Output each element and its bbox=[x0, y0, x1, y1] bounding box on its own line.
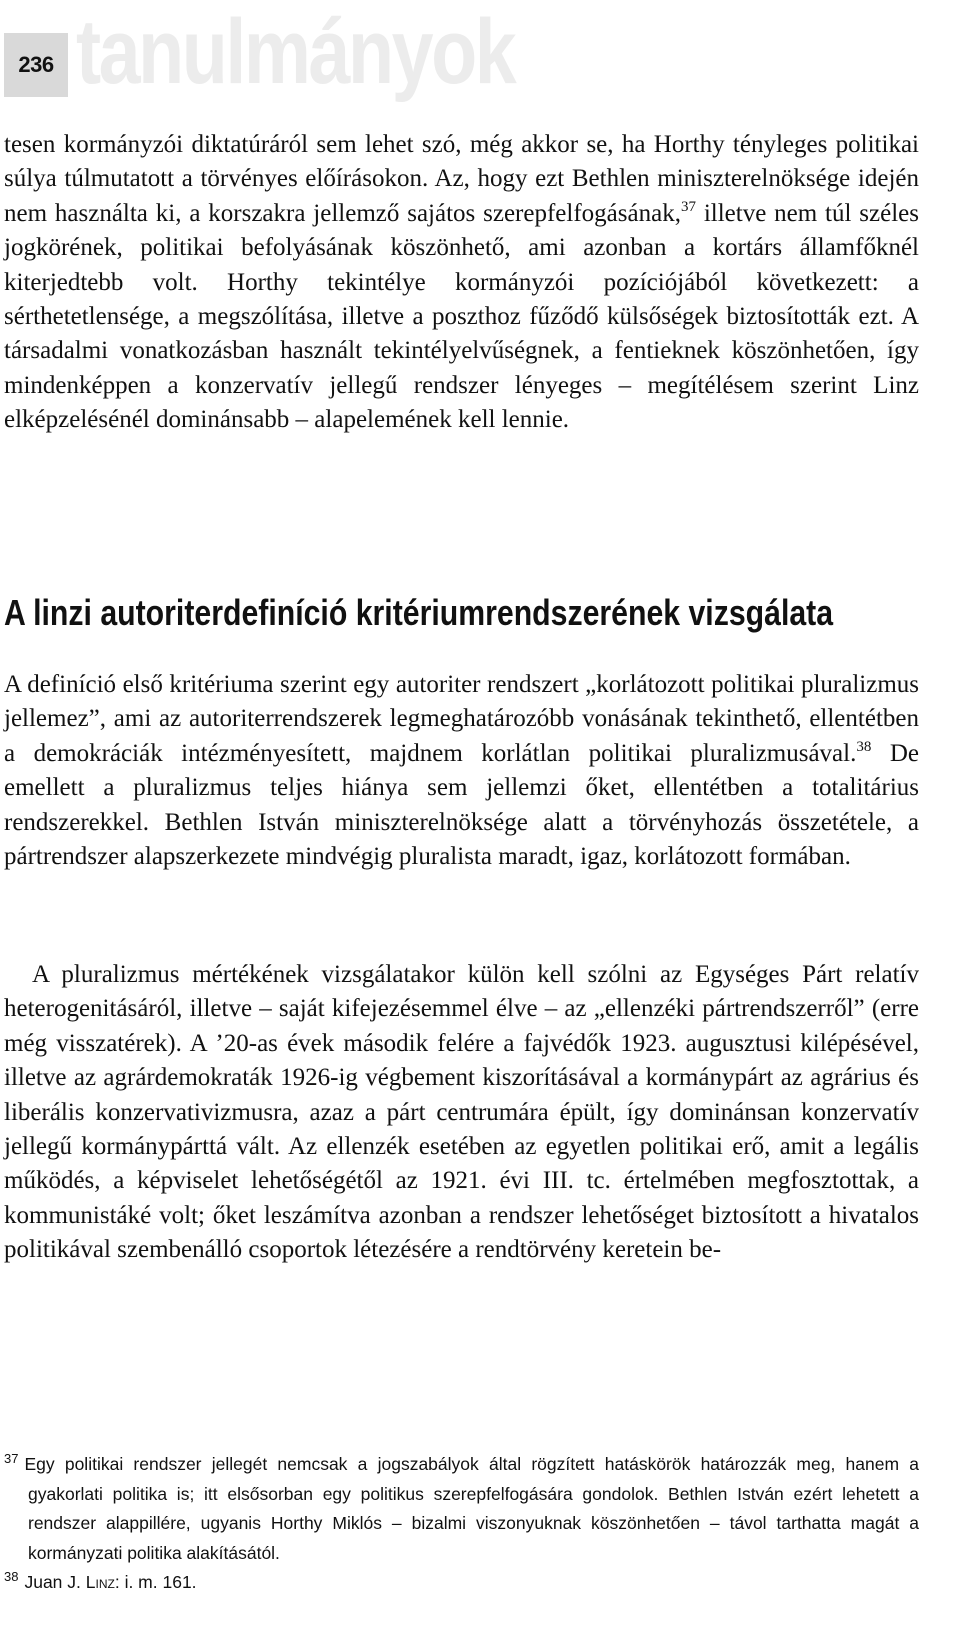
footnote-text: Egy politikai rendszer jellegét nemcsak a jogszabályok által rögzített hatáskörök határozzák meg, hanem a gyakorlati politika is; itt elsősorban egy politikus szerepfelfogására gondolok. Bethlen István ezért lehetett a rendszer alappillére, ugyanis Horthy Miklós – bizalmi viszonyuknak köszönhetően – távol tarthatta magát a kormányzati politika alakításától. bbox=[24, 1454, 919, 1563]
footnote-text: : i. m. 161. bbox=[114, 1572, 197, 1592]
page-header bbox=[0, 0, 960, 110]
footnote-ref-37[interactable]: 37 bbox=[680, 198, 696, 215]
section-heading: A linzi autoriterdefiníció kritériumrendszerének vizsgálata bbox=[4, 592, 834, 633]
paragraph-text: tesen kormányzói diktatúráról sem lehet szó, még akkor se, ha Horthy tényleges politikai súlya túlmutatott a törvényes előírásokon. Az, hogy ezt Bethlen miniszterelnöksége idején nem használta ki, a korszakra jellemző sajátos szerepfelfogásának, bbox=[4, 131, 919, 227]
body-paragraph-1 bbox=[4, 128, 919, 438]
running-head: tanulmányok bbox=[76, 1, 515, 103]
page-number: 236 bbox=[4, 33, 68, 97]
footnotes bbox=[4, 1450, 919, 1598]
paragraph-text: A definíció első kritériuma szerint egy autoriter rendszert „korlátozott politikai pluralizmus jellemez”, ami az autoriterrendszerek legmeghatározóbb vonásának tekinthető, ellentétben a demokráciák intézményesített, majdnem korlátlan politikai pluralizmusával. bbox=[4, 671, 919, 767]
body-paragraph-3: A pluralizmus mértékének vizsgálatakor külön kell szólni az Egységes Párt relatív heterogenitásáról, illetve – saját kifejezésemmel élve – az „ellenzéki pártrendszerről” (erre még visszatérek). A ’20-as évek második felére a fajvédők 1923. augusztusi kilépésével, illetve az agrárdemokraták 1926-ig végbement kiszorításával a kormánypárt az agrárius és liberális konzervativizmusra, azaz a párt centrumára épült, így dominánsan konzervatív jellegű kormánypárttá vált. Az ellenzék esetében az egyetlen politikai erő, amit a legális működés, a képviselet lehetőségétől az 1921. évi III. tc. értelmében megfosztottak, a kommunistáké volt; őket leszámítva azonban a rendszer lehetőséget biztosított a hivatalos politikával szembenálló csoportok létezésére a rendtörvény keretein be- bbox=[4, 961, 919, 1264]
body-paragraph-2 bbox=[4, 668, 919, 874]
footnote-37 bbox=[4, 1450, 919, 1568]
footnote-number: 37 bbox=[4, 1451, 19, 1466]
paragraph-text: illetve nem túl széles jogkörének, politikai befolyásának köszönhető, ami azonban a kortárs államfőknél kiterjedtebb volt. Horthy tekintélye kormányzói pozíciójából következett: a sérthetetlensége, a megszólítása, illetve a poszthoz fűződő külsőségek biztosították ezt. A társadalmi vonatkozásban használt tekintélyelvűségnek, a fentieknek köszönhetően, így mindenképpen a konzervatív jellegű rendszer lényeges – megítélésem szerint Linz elképzelésénél dominánsabb – alapelemének kell lennie. bbox=[4, 199, 919, 434]
footnote-author-first: Juan J. bbox=[24, 1572, 86, 1592]
footnote-number: 38 bbox=[4, 1569, 19, 1584]
footnote-ref-38[interactable]: 38 bbox=[856, 738, 872, 755]
footnote-author-last: Linz bbox=[85, 1572, 115, 1592]
footnote-38 bbox=[4, 1568, 919, 1598]
paragraph-text: De emellett a pluralizmus teljes hiánya sem jellemzi őket, ellentétben a totalitárius rendszerekkel. Bethlen István miniszterelnöksége alatt a törvényhozás összetétele, a pártrendszer alapszerkezete mindvégig pluralista maradt, igaz, korlátozott formában. bbox=[4, 739, 920, 871]
